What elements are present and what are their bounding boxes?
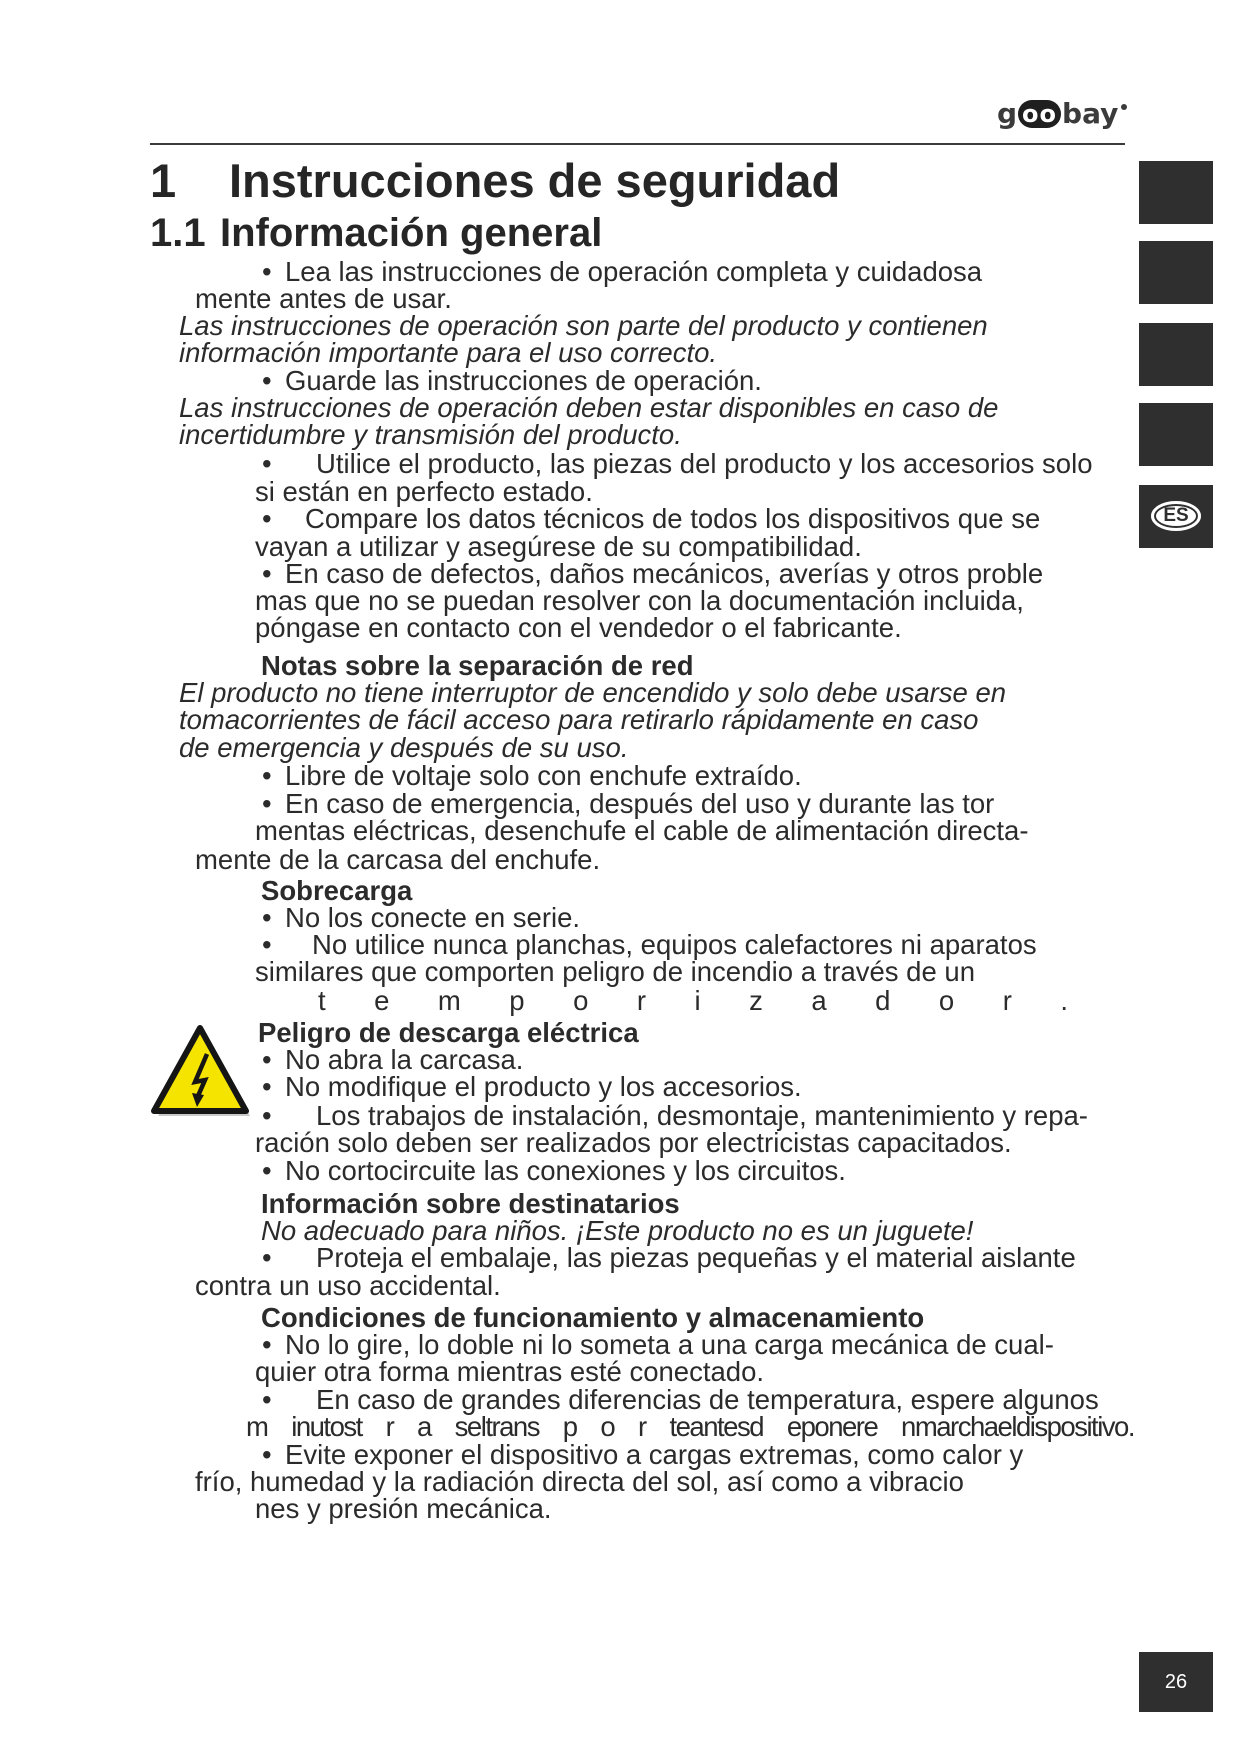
subsection-title: Sobrecarga (261, 875, 413, 906)
instruction-line: póngase en contacto con el vendedor o el fabricante. (255, 612, 902, 643)
note-line: Las instrucciones de operación son parte del producto y contienen (179, 310, 988, 341)
logo-letters-bay: bay (1062, 97, 1119, 130)
instruction-line: En caso de defectos, daños mecánicos, averías y otros proble (285, 558, 1044, 589)
language-tab (1139, 323, 1213, 386)
instruction-line: quier otra forma mientras esté conectado. (255, 1356, 765, 1387)
note-line: de emergencia y después de su uso. (179, 732, 629, 763)
instruction-line: En caso de grandes diferencias de temperatura, espere algunos (316, 1384, 1099, 1415)
subsection-title: Condiciones de funcionamiento y almacenamiento (261, 1302, 925, 1333)
instruction-line: vayan a utilizar y asegúrese de su compatibilidad. (255, 531, 862, 562)
brand-logo (997, 96, 1127, 132)
bullet-point: • (262, 256, 272, 287)
instruction-line-spaced: m inutost r a seltrans p o r teantesd eponere nmarchaeldispositivo. (246, 1411, 1134, 1442)
instruction-line: contra un uso accidental. (195, 1270, 501, 1301)
bullet-point: • (262, 1100, 272, 1131)
instruction-line-spaced: t e m p o r i z a d o r . (318, 985, 1068, 1016)
instruction-line: mente de la carcasa del enchufe. (195, 844, 601, 875)
instruction-line: No lo gire, lo doble ni lo someta a una carga mecánica de cual- (285, 1329, 1054, 1360)
note-line: tomacorrientes de fácil acceso para retirarlo rápidamente en caso (179, 704, 979, 735)
language-tab-active (1139, 485, 1213, 548)
electric-shock-warning-icon (150, 1024, 250, 1117)
instruction-line: Guarde las instrucciones de operación. (285, 365, 762, 396)
language-tab (1139, 161, 1213, 224)
bullet-point: • (262, 760, 272, 791)
instruction-line: si están en perfecto estado. (255, 476, 593, 507)
instruction-line: similares que comporten peligro de incendio a través de un (255, 956, 975, 987)
subsection-title: Información sobre destinatarios (261, 1188, 680, 1219)
language-tab (1139, 241, 1213, 304)
bullet-point: • (262, 1044, 272, 1075)
instruction-line: Proteja el embalaje, las piezas pequeñas y el material aislante (316, 1242, 1076, 1273)
bullet-point: • (262, 1384, 272, 1415)
bullet-point: • (262, 558, 272, 589)
instruction-line: Evite exponer el dispositivo a cargas extremas, como calor y (285, 1439, 1024, 1470)
chapter-number: 1 (150, 154, 177, 207)
bullet-point: • (262, 902, 272, 933)
instruction-line: No abra la carcasa. (285, 1044, 524, 1075)
chapter-title: Instrucciones de seguridad (229, 154, 841, 207)
note-line: incertidumbre y transmisión del producto. (179, 419, 682, 450)
instruction-line: No cortocircuite las conexiones y los circuitos. (285, 1155, 846, 1186)
bullet-point: • (262, 448, 272, 479)
instruction-line: No modifique el producto y los accesorios. (285, 1071, 802, 1102)
language-badge: ES (1151, 501, 1201, 531)
instruction-line: Los trabajos de instalación, desmontaje, mantenimiento y repa- (316, 1100, 1088, 1131)
bullet-point: • (262, 1155, 272, 1186)
instruction-line: En caso de emergencia, después del uso y durante las tor (285, 788, 995, 819)
instruction-line: Compare los datos técnicos de todos los dispositivos que se (305, 503, 1041, 534)
instruction-line: Libre de voltaje solo con enchufe extraído. (285, 760, 802, 791)
instruction-line: Lea las instrucciones de operación completa y cuidadosa (285, 256, 983, 287)
note-line: No adecuado para niños. ¡Este producto no es un juguete! (261, 1215, 974, 1246)
instruction-line: frío, humedad y la radiación directa del sol, así como a vibracio (195, 1466, 964, 1497)
note-line: Las instrucciones de operación deben estar disponibles en caso de (179, 392, 999, 423)
subsection-title: Peligro de descarga eléctrica (258, 1017, 639, 1048)
note-line: información importante para el uso correcto. (179, 337, 718, 368)
instruction-line: No utilice nunca planchas, equipos calefactores ni aparatos (312, 929, 1037, 960)
bullet-point: • (262, 365, 272, 396)
instruction-line: mente antes de usar. (195, 283, 452, 314)
logo-registered-mark (1121, 104, 1127, 110)
bullet-point: • (262, 1071, 272, 1102)
section-title: Información general (220, 211, 603, 255)
instruction-line: Utilice el producto, las piezas del producto y los accesorios solo (316, 448, 1093, 479)
header-divider (150, 143, 1125, 145)
instruction-line: ración solo deben ser realizados por electricistas capacitados. (255, 1127, 1012, 1158)
page-number: 26 (1139, 1652, 1213, 1712)
bullet-point: • (262, 1329, 272, 1360)
bullet-point: • (262, 929, 272, 960)
subsection-title: Notas sobre la separación de red (261, 650, 694, 681)
logo-letter-g: g (997, 97, 1018, 130)
bullet-point: • (262, 1242, 272, 1273)
instruction-line: mas que no se puedan resolver con la documentación incluida, (255, 585, 1024, 616)
instruction-line: nes y presión mecánica. (255, 1493, 552, 1524)
instruction-line: No los conecte en serie. (285, 902, 581, 933)
language-tab (1139, 403, 1213, 466)
note-line: El producto no tiene interruptor de encendido y solo debe usarse en (179, 677, 1007, 708)
bullet-point: • (262, 503, 272, 534)
bullet-point: • (262, 788, 272, 819)
instruction-line: mentas eléctricas, desenchufe el cable de alimentación directa- (255, 815, 1029, 846)
logo-oo-badge: oo (1018, 100, 1061, 128)
section-number: 1.1 (150, 211, 206, 255)
bullet-point: • (262, 1439, 272, 1470)
